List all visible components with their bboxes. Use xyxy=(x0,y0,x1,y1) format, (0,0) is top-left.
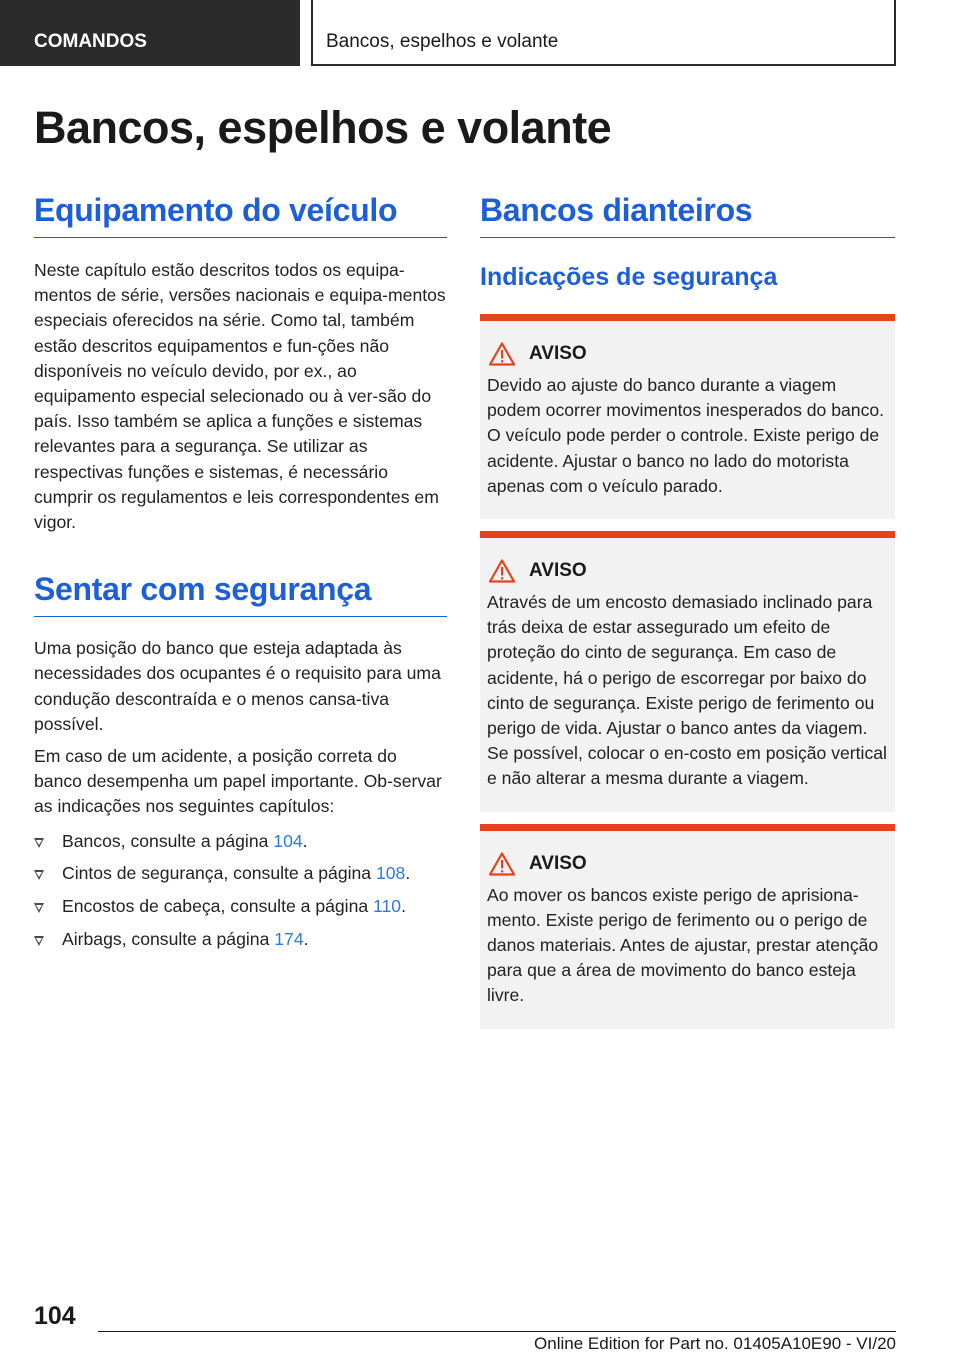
sentar-paragraph-2: Em caso de um acidente, a posição correta do banco desempenha um papel importante. Ob-servar as indicações nos seguintes capítulos: xyxy=(34,746,442,817)
page-number: 104 xyxy=(34,1302,76,1330)
warning-title: AVISO xyxy=(529,343,587,364)
triangle-bullet-icon xyxy=(34,870,44,880)
warning-text: Devido ao ajuste do banco durante a viagem podem ocorrer movimentos inesperados do banco. O veículo pode perder o controle. Existe perigo de acidente. Ajustar o banco no lado do motorista apenas com o veículo parado. xyxy=(487,375,885,496)
list-item-period: . xyxy=(401,896,406,917)
warning-header xyxy=(487,341,887,367)
warning-text: Ao mover os bancos existe perigo de aprisiona-mento. Existe perigo de ferimento ou o perigo de danos materiais. Antes de ajustar, prestar atenção para que a área de movimento do banco esteja livre. xyxy=(487,884,879,1006)
right-column xyxy=(480,192,895,1029)
footer-rule xyxy=(98,1331,896,1332)
warning-text: Através de um encosto demasiado inclinado para trás deixa de estar assegurado um efeito de proteção do cinto de segurança. Em caso de acidente, há o perigo de escorregar por baixo do cinto de segurança. Existe perigo de ferimento ou perigo de vida. Ajustar o banco antes da viagem. Se possível, colocar o en-costo em posição vertical e não alterar a mesma durante a viagem. xyxy=(487,592,887,789)
list-item xyxy=(34,927,447,952)
heading-sentar: Sentar com segurança xyxy=(34,571,447,617)
warning-box xyxy=(480,314,895,519)
list-item-period: . xyxy=(302,830,308,851)
warning-triangle-icon xyxy=(489,342,515,366)
warning-triangle-icon xyxy=(489,559,515,583)
warning-box xyxy=(480,824,895,1029)
page-link[interactable]: 110 xyxy=(373,896,402,917)
list-item-text: Cintos de segurança, consulte a página xyxy=(62,863,376,884)
equipamento-paragraph: Neste capítulo estão descritos todos os equipa-mentos de série, versões nacionais e equipa-mentos especiais oferecidos na série. Como tal, também estão descritos equipamentos e fun-ções não disponíveis no veículo devido, por ex., ao equipamento especial selecionado ou à ver-são do país. Isso também se aplica a funções e sistemas relevantes para a segurança. Se utilizar as respectivas funções e sistemas, é necessário cumprir os regulamentos e leis correspondentes em vigor. xyxy=(34,260,446,533)
heading-equipamento: Equipamento do veículo xyxy=(34,192,447,238)
warning-box xyxy=(480,531,895,812)
chapter-label: Bancos, espelhos e volante xyxy=(326,31,559,52)
section-label: COMANDOS xyxy=(34,31,147,52)
page-title: Bancos, espelhos e volante xyxy=(34,102,612,153)
page-link[interactable]: 104 xyxy=(273,830,303,851)
page-link[interactable]: 108 xyxy=(375,863,406,884)
page-link[interactable]: 174 xyxy=(274,928,304,949)
chapter-tab xyxy=(311,0,896,66)
warning-title: AVISO xyxy=(529,852,587,874)
triangle-bullet-icon xyxy=(34,936,44,946)
list-item xyxy=(34,829,447,854)
list-item-text: Encostos de cabeça, consulte a página xyxy=(62,896,374,917)
list-item xyxy=(34,861,447,886)
heading-indicacoes: Indicações de segurança xyxy=(480,263,778,291)
warning-header xyxy=(487,558,887,584)
triangle-bullet-icon xyxy=(34,903,44,913)
warning-title: AVISO xyxy=(529,560,587,582)
list-item-text: Bancos, consulte a página xyxy=(62,830,274,851)
list-item-period: . xyxy=(405,863,411,884)
chapter-references-list xyxy=(34,829,447,952)
left-column xyxy=(34,192,447,959)
warning-header xyxy=(487,851,887,877)
list-item-text: Airbags, consulte a página xyxy=(62,928,275,949)
warning-triangle-icon xyxy=(489,852,515,876)
sentar-paragraph-1: Uma posição do banco que esteja adaptada às necessidades dos ocupantes é o requisito para uma condução descontraída e o menos cansa-tiva possível. xyxy=(34,638,441,734)
section-tab xyxy=(0,0,300,66)
triangle-bullet-icon xyxy=(34,838,44,848)
edition-note: Online Edition for Part no. 01405A10E90 - VI/20 xyxy=(534,1334,896,1353)
list-item xyxy=(34,894,447,919)
list-item-period: . xyxy=(303,928,309,949)
warnings-list xyxy=(480,314,895,1029)
heading-bancos-dianteiros: Bancos dianteiros xyxy=(480,192,895,238)
